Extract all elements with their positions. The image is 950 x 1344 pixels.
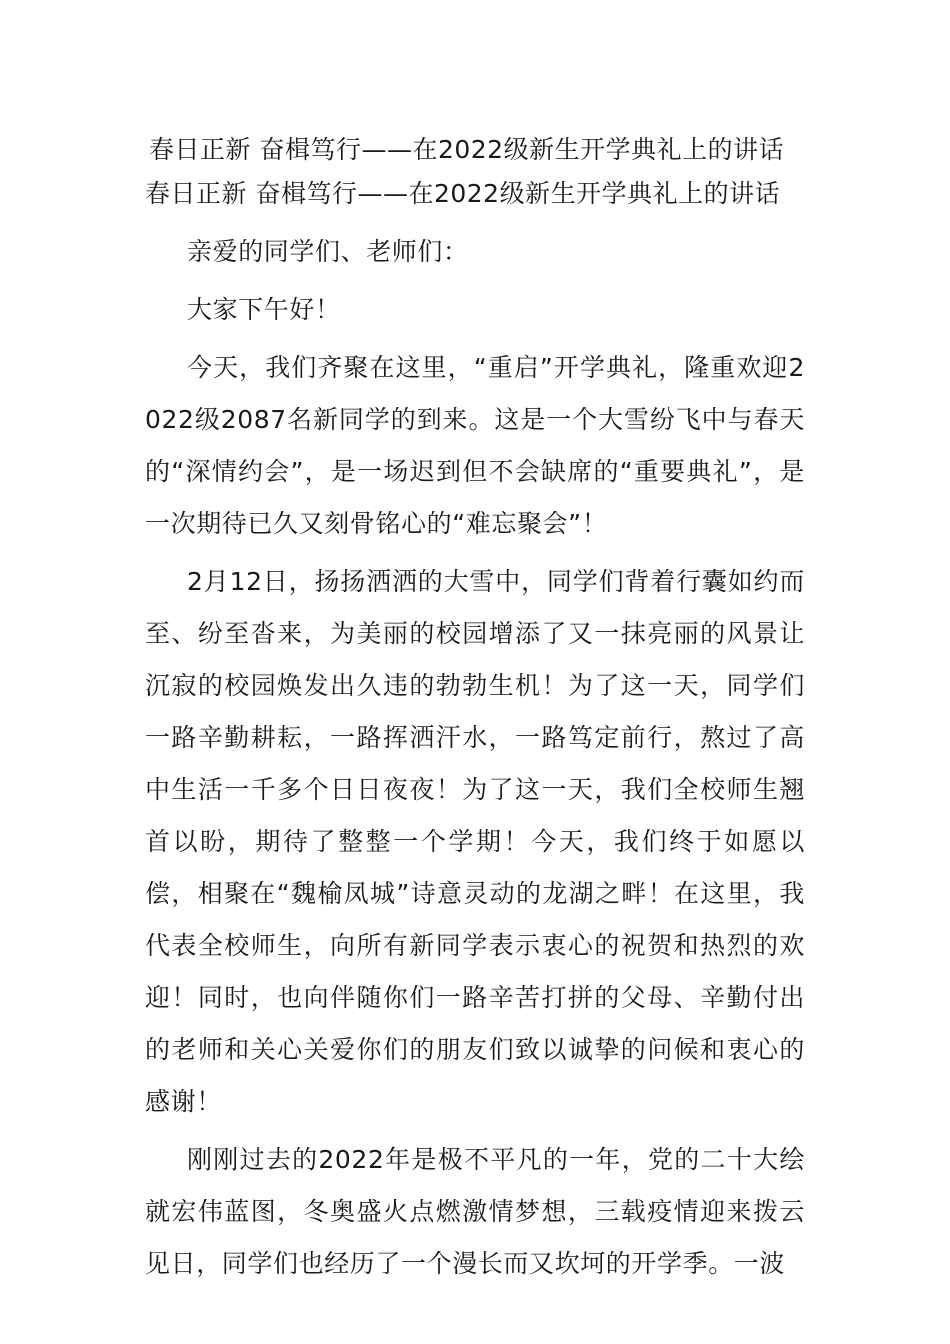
document-title: 春日正新 奋楫笃行——在2022级新生开学典礼上的讲话 xyxy=(149,135,785,164)
paragraph-2: 2月12日，扬扬洒洒的大雪中，同学们背着行囊如约而至、纷至沓来，为美丽的校园增添了又一抹亮丽的风景让沉寂的校园焕发出久违的勃勃生机！为了这一天，同学们一路辛勤耕耘，一路挥洒汗水，一路笃定前行，熬过了高中生活一千多个日日夜夜！为了这一天，我们全校师生翘首以盼，期待了整整一个学期！今天，我们终于如愿以偿，相聚在“魏榆凤城”诗意灵动的龙湖之畔！在这里，我代表全校师生，向所有新同学表示衷心的祝贺和热烈的欢迎！同时，也向伴随你们一路辛苦打拼的父母、辛勤付出的老师和关心关爱你们的朋友们致以诚挚的问候和衷心的感谢！ xyxy=(145,567,805,1116)
document-body xyxy=(145,128,805,1290)
paragraph-3: 刚刚过去的2022年是极不平凡的一年，党的二十大绘就宏伟蓝图，冬奥盛火点燃激情梦想，三载疫情迎来拨云见日，同学们也经历了一个漫长而又坎坷的开学季。一波 xyxy=(145,1145,805,1278)
greeting: 大家下午好！ xyxy=(187,295,341,324)
paragraph-1: 今天，我们齐聚在这里，“重启”开学典礼，隆重欢迎2022级2087名新同学的到来。这是一个大雪纷飞中与春天的“深情约会”，是一场迟到但不会缺席的“重要典礼”，是一次期待已久又刻骨铭心的“难忘聚会”！ xyxy=(145,353,805,538)
document-title-repeat: 春日正新 奋楫笃行——在2022级新生开学典礼上的讲话 xyxy=(145,179,781,208)
salutation: 亲爱的同学们、老师们： xyxy=(187,237,469,266)
